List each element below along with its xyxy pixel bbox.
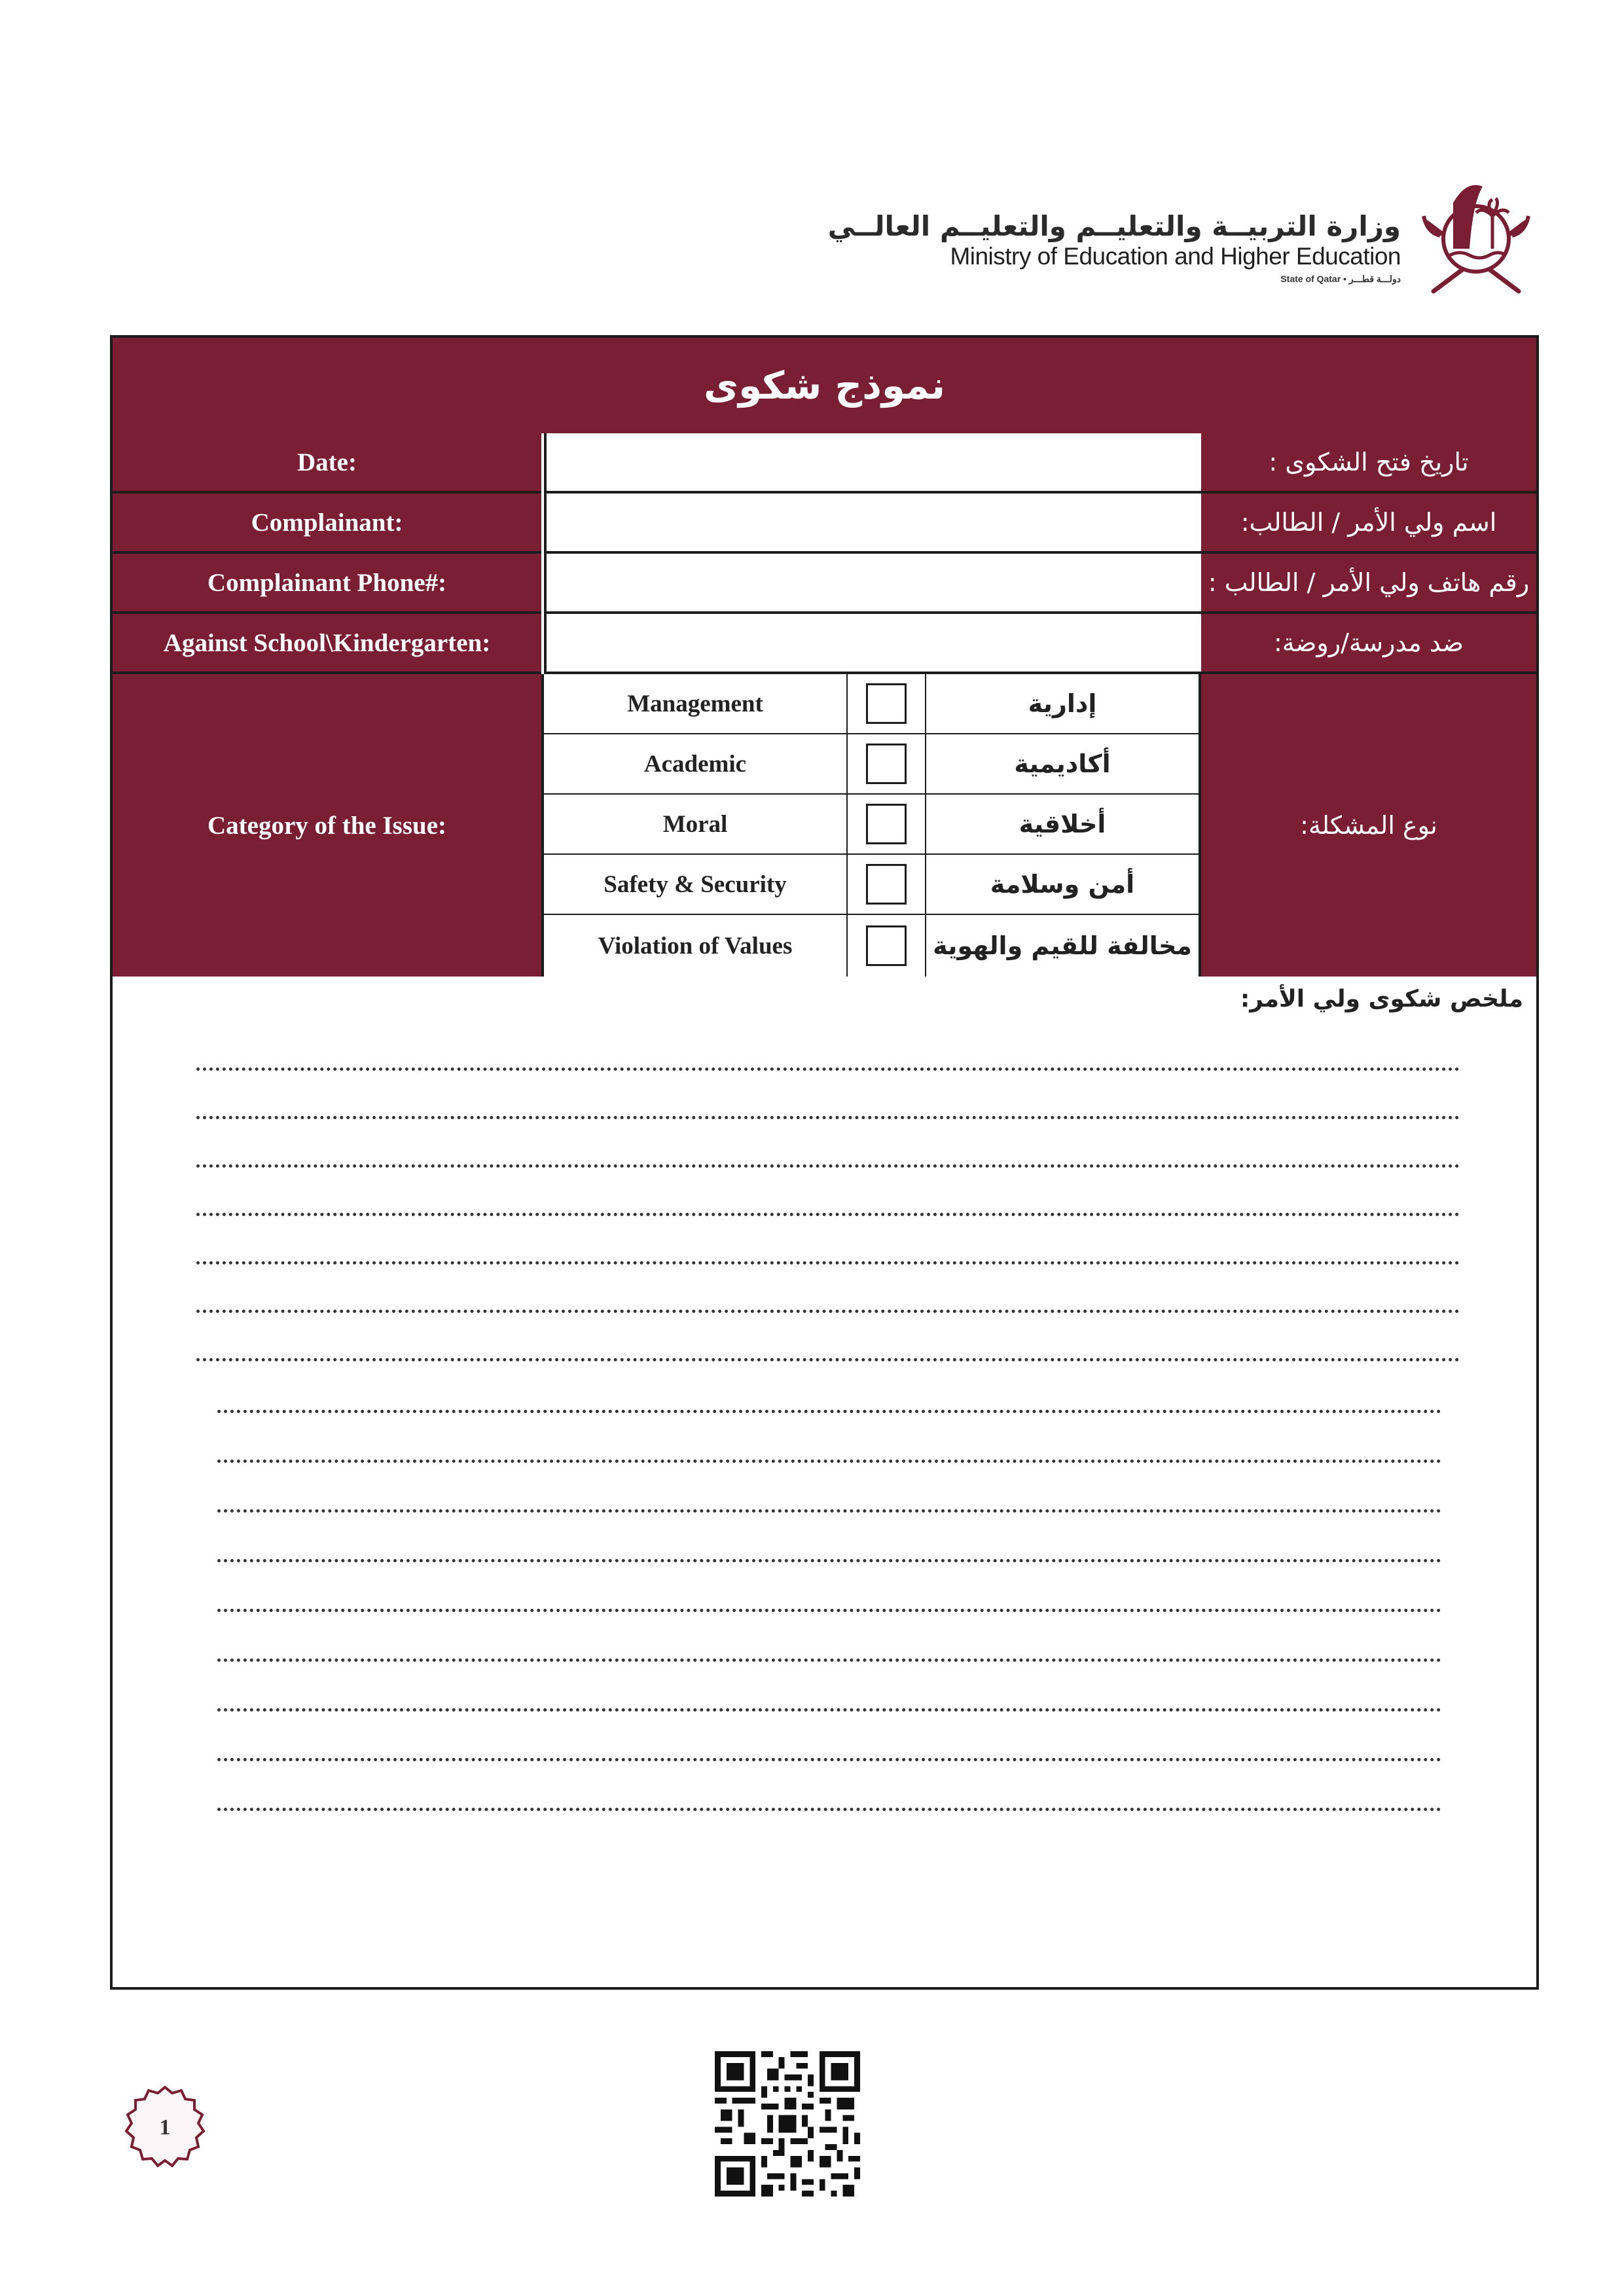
label-en-category: Category of the Issue: — [113, 674, 541, 977]
label-ar-date: تاريخ فتح الشكوى : — [1201, 433, 1536, 493]
summary-line[interactable] — [196, 1213, 1460, 1216]
state-name: State of Qatar • دولـــة قطـــر — [1280, 274, 1401, 284]
school-field[interactable] — [544, 614, 1204, 674]
option-checkbox-cell — [848, 734, 926, 793]
option-en: Management — [544, 674, 848, 733]
summary-line[interactable] — [196, 1164, 1460, 1168]
qatar-emblem-icon — [1420, 177, 1532, 301]
label-en-school: Against School\Kindergarten: — [113, 614, 541, 674]
ministry-logo — [827, 170, 1532, 301]
ministry-name-ar: وزارة التربيــة والتعليــم والتعليــم العالــي — [827, 210, 1401, 242]
management-checkbox[interactable] — [866, 683, 907, 724]
complainant-field[interactable] — [544, 493, 1204, 554]
category-option-moral — [544, 795, 1199, 855]
category-option-safety — [544, 855, 1199, 915]
category-block — [113, 674, 1536, 977]
summary-line[interactable] — [196, 1358, 1460, 1361]
summary-line[interactable] — [217, 1659, 1441, 1662]
option-ar: أمن وسلامة — [990, 870, 1135, 899]
option-en: Academic — [544, 734, 848, 793]
summary-line[interactable] — [217, 1708, 1441, 1712]
label-ar-complainant: اسم ولي الأمر / الطالب: — [1201, 493, 1536, 554]
category-options — [541, 674, 1201, 977]
phone-field[interactable] — [544, 554, 1204, 614]
option-checkbox-cell — [848, 674, 926, 733]
label-ar-phone: رقم هاتف ولي الأمر / الطالب : — [1201, 554, 1536, 614]
values-checkbox[interactable] — [866, 925, 907, 966]
page-number-badge — [122, 2085, 208, 2170]
option-en: Violation of Values — [544, 915, 848, 977]
summary-line[interactable] — [217, 1460, 1441, 1463]
summary-label: ملخص شكوى ولي الأمر: — [1240, 986, 1523, 1013]
label-en-phone: Complainant Phone#: — [113, 554, 541, 614]
summary-line[interactable] — [217, 1559, 1441, 1562]
option-checkbox-cell — [848, 855, 926, 914]
ministry-name-en: Ministry of Education and Higher Education — [950, 243, 1401, 270]
label-ar-category: نوع المشكلة: — [1201, 674, 1536, 977]
summary-line[interactable] — [217, 1509, 1441, 1513]
form-row-school — [113, 614, 1536, 674]
summary-line[interactable] — [217, 1410, 1441, 1413]
summary-line[interactable] — [196, 1261, 1460, 1265]
form-row-complainant — [113, 493, 1536, 554]
moral-checkbox[interactable] — [866, 804, 907, 844]
ministry-name-block — [828, 211, 1401, 287]
category-option-management — [544, 674, 1199, 734]
safety-checkbox[interactable] — [866, 864, 907, 905]
form-row-date — [113, 433, 1536, 493]
form-title: نموذج شكوى — [703, 363, 946, 408]
academic-checkbox[interactable] — [866, 744, 907, 784]
option-ar: مخالفة للقيم والهوية — [933, 931, 1192, 960]
option-en: Safety & Security — [544, 855, 848, 914]
option-ar: أخلاقية — [1019, 810, 1106, 838]
summary-line[interactable] — [217, 1808, 1441, 1811]
option-checkbox-cell — [848, 795, 926, 853]
option-ar: إدارية — [1028, 689, 1097, 718]
option-ar: أكاديمية — [1014, 749, 1111, 778]
qr-code-icon[interactable] — [715, 2051, 860, 2197]
category-option-values — [544, 915, 1199, 977]
option-en: Moral — [544, 795, 848, 853]
date-field[interactable] — [544, 433, 1204, 493]
label-en-complainant: Complainant: — [113, 493, 541, 554]
summary-line[interactable] — [196, 1310, 1460, 1313]
form-row-phone — [113, 554, 1536, 614]
label-en-date: Date: — [113, 433, 541, 493]
label-ar-school: ضد مدرسة/روضة: — [1201, 614, 1536, 674]
page-number: 1 — [159, 2115, 171, 2140]
category-option-academic — [544, 734, 1199, 795]
form-title-bar — [113, 338, 1536, 433]
summary-line[interactable] — [196, 1116, 1460, 1119]
summary-line[interactable] — [217, 1609, 1441, 1612]
summary-line[interactable] — [217, 1758, 1441, 1761]
summary-line[interactable] — [196, 1067, 1460, 1071]
option-checkbox-cell — [848, 915, 926, 977]
complaint-form — [110, 335, 1539, 1990]
